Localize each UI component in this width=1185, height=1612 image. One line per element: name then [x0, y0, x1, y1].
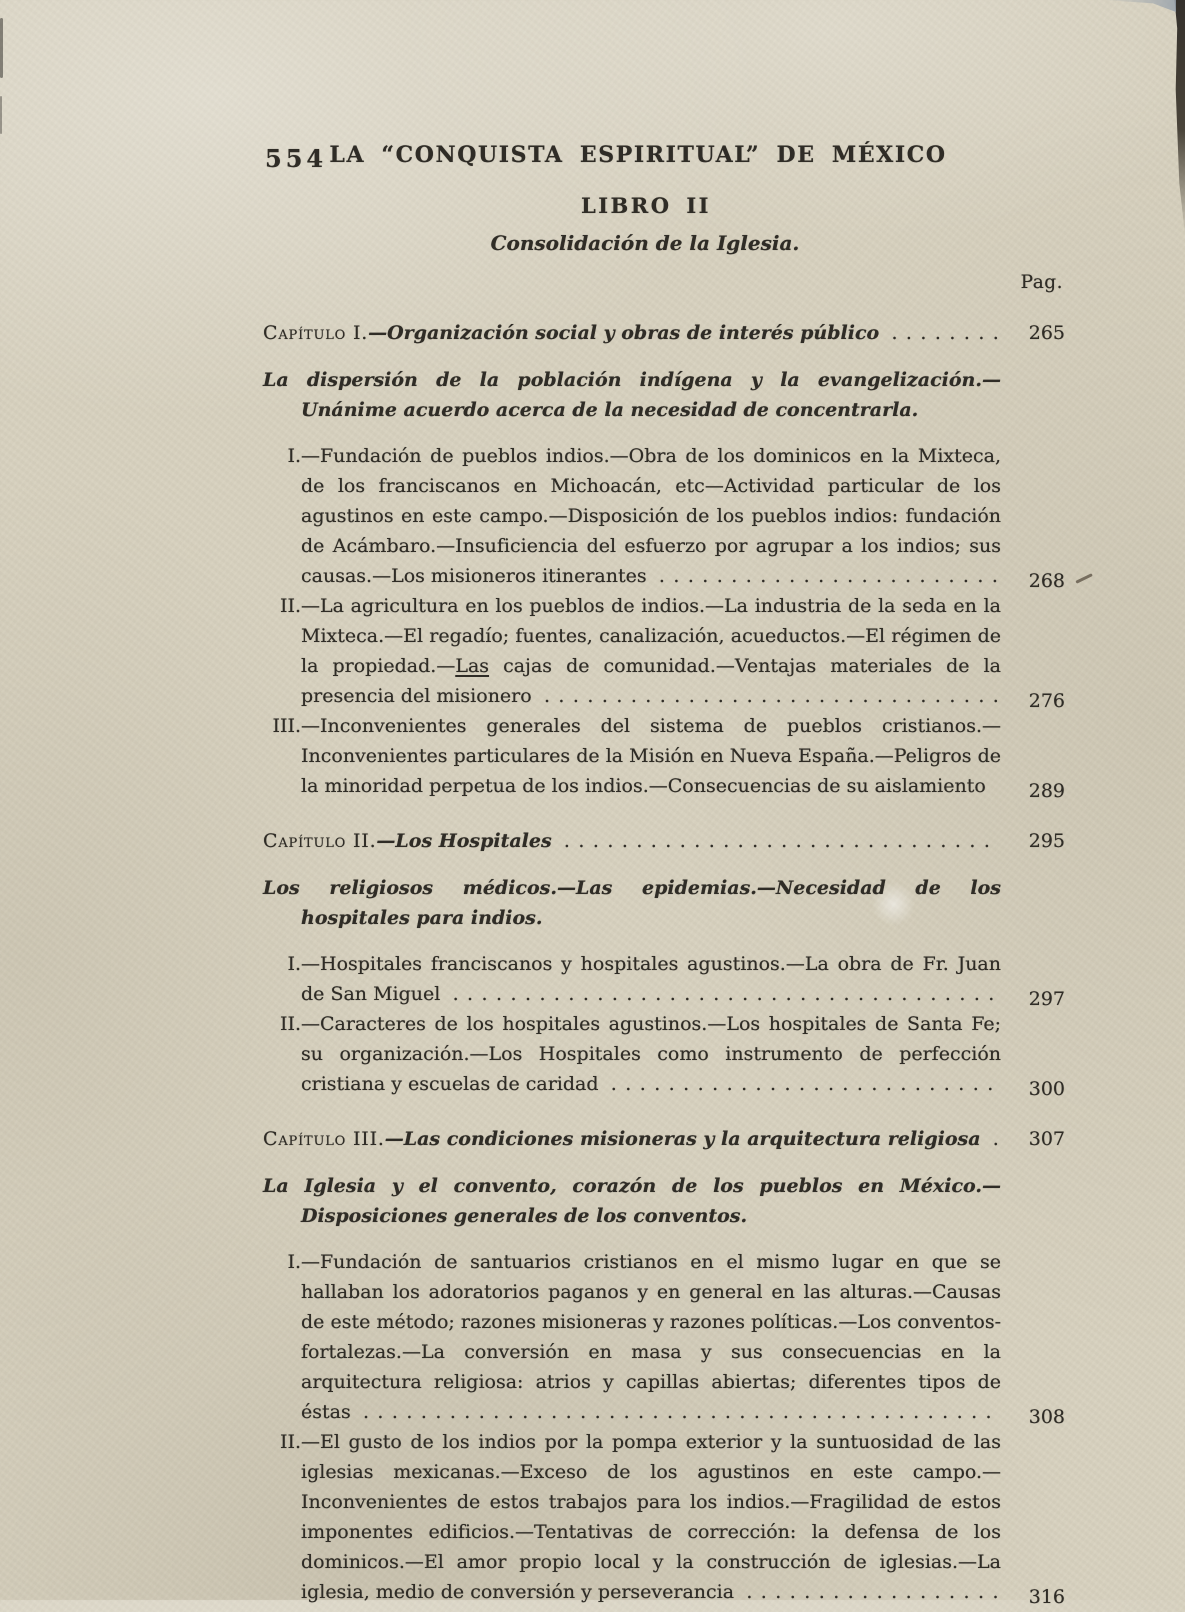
- chapter-page-number: 295: [1028, 830, 1065, 852]
- page-content: [263, 142, 1065, 1607]
- toc-item: [279, 1427, 1065, 1608]
- pencil-underline: Las: [455, 655, 490, 677]
- chapter-label: Capítulo II.: [263, 830, 377, 852]
- chapter-page-number: 307: [1028, 1128, 1065, 1150]
- toc: [263, 318, 1065, 1607]
- dot-leader: .: [985, 1128, 1000, 1150]
- item-page-number: 276: [1028, 690, 1065, 712]
- chapter-label: Capítulo III.: [263, 1128, 385, 1150]
- photo-corner-glare: [1104, 0, 1176, 12]
- toc-item: [287, 949, 1065, 1010]
- pencil-check-mark: [1075, 573, 1092, 583]
- item-page-number: 289: [1028, 780, 1065, 802]
- chapter-items: [263, 949, 1065, 1099]
- dot-leader: . . . . . . . . . . . . . . . . . . . . . . . . . . .: [603, 1073, 995, 1095]
- item-page-number: 297: [1028, 988, 1065, 1010]
- item-numeral: II.: [279, 595, 301, 617]
- chapter-title: —Los Hospitales: [376, 830, 552, 852]
- photo-dark-edge: [1170, 0, 1185, 235]
- running-title: LA “CONQUISTA ESPIRITUAL” DE MÉXICO: [329, 142, 947, 168]
- chapter-heading-line: [263, 1124, 1065, 1154]
- toc-item: [279, 1009, 1065, 1100]
- dot-leader: . . . . . . . . . . . . . . . . . .: [739, 1581, 1000, 1603]
- chapter-items: [263, 1247, 1065, 1607]
- item-text: —Hospitales franciscanos y hospitales agustinos.—La obra de Fr. Juan de San Miguel: [301, 953, 1001, 1005]
- item-numeral: I.: [287, 1251, 301, 1273]
- chapter-summary: La dispersión de la población indígena y la evangelización.—Unánime acuerdo acerca de la necesidad de concentrarla.: [263, 369, 1001, 421]
- toc-chapter: [263, 826, 1065, 1099]
- item-text: —Inconvenientes generales del sistema de pueblos cristianos.—Inconvenientes particulares de la Misión en Nueva España.—Peligros de la minoridad perpetua de los indios.—Consecuencias de su aislamiento: [301, 715, 1001, 797]
- chapter-items: [263, 441, 1065, 801]
- dot-leader: . . . . . . . .: [884, 322, 1001, 344]
- item-text: —Fundación de pueblos indios.—Obra de los dominicos en la Mixteca, de los franciscanos en Michoacán, etc—Actividad particular de los agustinos en este campo.—Disposición de los pueblos indios: fundación de Acámbaro.—Insuficiencia del esfuerzo por agrupar a los indios; sus causas.—Los misioneros itinerantes: [301, 445, 1001, 587]
- folio-page-number: 554: [265, 144, 328, 173]
- book-subtitle: Consolidación de la Iglesia.: [490, 231, 800, 255]
- chapter-title: —Las condiciones misioneras y la arquitectura religiosa: [384, 1128, 981, 1150]
- dot-leader: . . . . . . . . . . . . . . . . . . . . . . . . . . . . . . . . . . . . . .: [445, 983, 996, 1005]
- item-text: —La agricultura en los pueblos de indios.—La industria de la seda en la Mixteca.—El regadío; fuentes, canalización, acueductos.—El régimen de la propiedad.—Las cajas de comunidad.—Ventajas materiales de la presencia del misionero: [301, 595, 1002, 707]
- dot-leader: [986, 775, 991, 797]
- item-numeral: II.: [279, 1013, 301, 1035]
- item-page-number: 316: [1028, 1586, 1065, 1608]
- item-page-number: 268: [1028, 570, 1065, 592]
- toc-item: [272, 711, 1065, 802]
- item-text: —Fundación de santuarios cristianos en el mismo lugar en que se hallaban los adoratorios paganos y en general en las alturas.—Causas de este método; razones misioneras y razones políticas.—Los conventos-fortalezas.—La conversión en masa y sus consecuencias en la arquitectura religiosa: atrios y capillas abiertas; diferentes tipos de éstas: [301, 1251, 1001, 1423]
- item-numeral: III.: [272, 715, 301, 737]
- toc-item: [287, 441, 1065, 592]
- chapter-heading-line: [263, 826, 1065, 856]
- dot-leader: . . . . . . . . . . . . . . . . . . . . . . . . . . . . . .: [556, 830, 992, 852]
- page-header: [263, 142, 1065, 174]
- page-column-label: Pag.: [1020, 272, 1063, 293]
- dot-leader: . . . . . . . . . . . . . . . . . . . . . . . .: [651, 565, 1000, 587]
- page-edge-shadow: [0, 18, 3, 78]
- toc-item: [287, 1247, 1065, 1428]
- dot-leader: . . . . . . . . . . . . . . . . . . . . . . . . . . . . . . . .: [536, 685, 1001, 707]
- chapter-page-number: 265: [1028, 322, 1065, 344]
- chapter-label: Capítulo I.: [263, 322, 369, 344]
- dot-leader: . . . . . . . . . . . . . . . . . . . . . . . . . . . . . . . . . . . . . . . . . . . .: [355, 1401, 993, 1423]
- item-numeral: II.: [279, 1431, 301, 1453]
- chapter-summary: Los religiosos médicos.—Las epidemias.—Necesidad de los hospitales para indios.: [263, 877, 1001, 929]
- chapter-title: —Organización social y obras de interés público: [368, 322, 880, 344]
- item-text: —El gusto de los indios por la pompa exterior y la suntuosidad de las iglesias mexicanas.—Exceso de los agustinos en este campo.—Inconvenientes de estos trabajos para los indios.—Fragilidad de estos imponentes edificios.—Tentativas de corrección: la defensa de los dominicos.—El amor propio local y la construcción de iglesias.—La iglesia, medio de conversión y perseverancia: [301, 1431, 1001, 1603]
- chapter-summary: La Iglesia y el convento, corazón de los pueblos en México.—Disposiciones generales de los conventos.: [263, 1175, 1001, 1227]
- item-page-number: 308: [1028, 1406, 1065, 1428]
- toc-chapter: [263, 318, 1065, 801]
- chapter-heading-line: [263, 318, 1065, 348]
- item-page-number: 300: [1028, 1078, 1065, 1100]
- toc-item: [279, 591, 1065, 712]
- item-numeral: I.: [287, 445, 301, 467]
- item-numeral: I.: [287, 953, 301, 975]
- item-text: —Caracteres de los hospitales agustinos.—Los hospitales de Santa Fe; su organización.—Los Hospitales como instrumento de perfección cristiana y escuelas de caridad: [301, 1013, 1001, 1095]
- page-edge-shadow: [0, 96, 2, 134]
- toc-chapter: [263, 1124, 1065, 1607]
- book-heading: LIBRO II: [580, 193, 712, 218]
